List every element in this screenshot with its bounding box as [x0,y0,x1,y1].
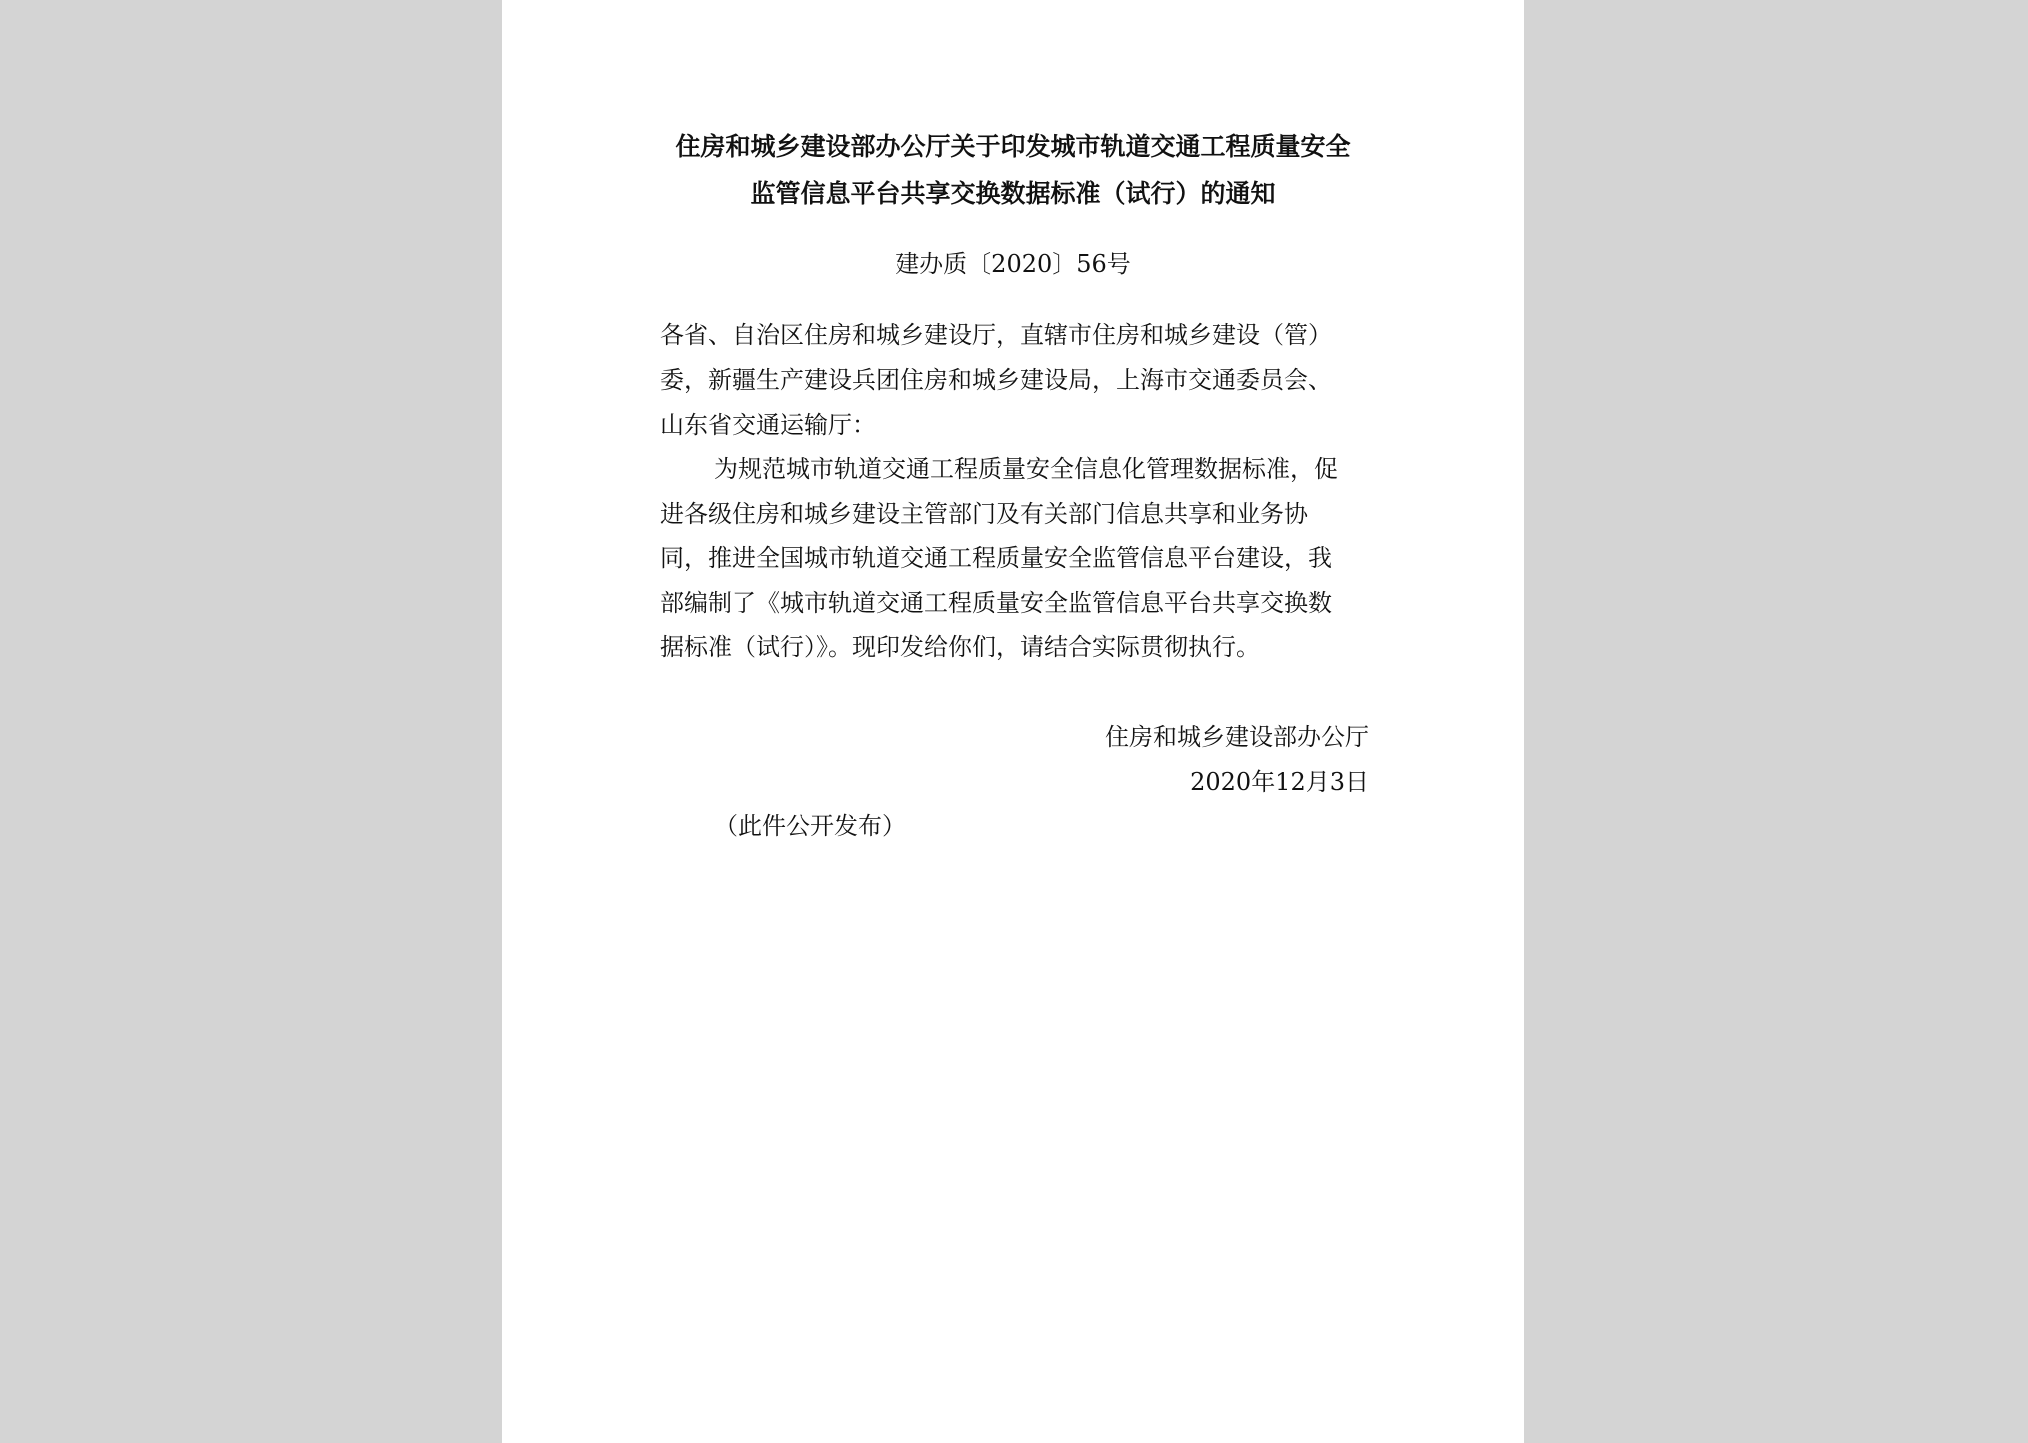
body-line-5: 据标准（试行）》。现印发给你们，请结合实际贯彻执行。 [660,633,1260,661]
body-line-2: 进各级住房和城乡建设主管部门及有关部门信息共享和业务协 [660,500,1308,528]
document-number: 建办质〔2020〕56号 [895,250,1131,278]
body-line-4: 部编制了《城市轨道交通工程质量安全监管信息平台共享交换数 [660,589,1332,617]
document-page [502,0,1524,1443]
addressee-line-1: 各省、自治区住房和城乡建设厅，直辖市住房和城乡建设（管） [660,321,1332,349]
addressee-line-3: 山东省交通运输厅： [660,411,876,439]
document-title-line-1: 住房和城乡建设部办公厅关于印发城市轨道交通工程质量安全 [675,132,1351,161]
document-title-line-2: 监管信息平台共享交换数据标准（试行）的通知 [750,179,1276,208]
body-line-3: 同，推进全国城市轨道交通工程质量安全监管信息平台建设，我 [660,544,1332,572]
addressee-line-2: 委，新疆生产建设兵团住房和城乡建设局，上海市交通委员会、 [660,366,1332,394]
body-line-1: 为规范城市轨道交通工程质量安全信息化管理数据标准，促 [714,455,1338,483]
signature-date: 2020年12月3日 [1190,768,1369,796]
signature-issuer: 住房和城乡建设部办公厅 [1105,723,1369,751]
publication-note: （此件公开发布） [714,812,906,840]
